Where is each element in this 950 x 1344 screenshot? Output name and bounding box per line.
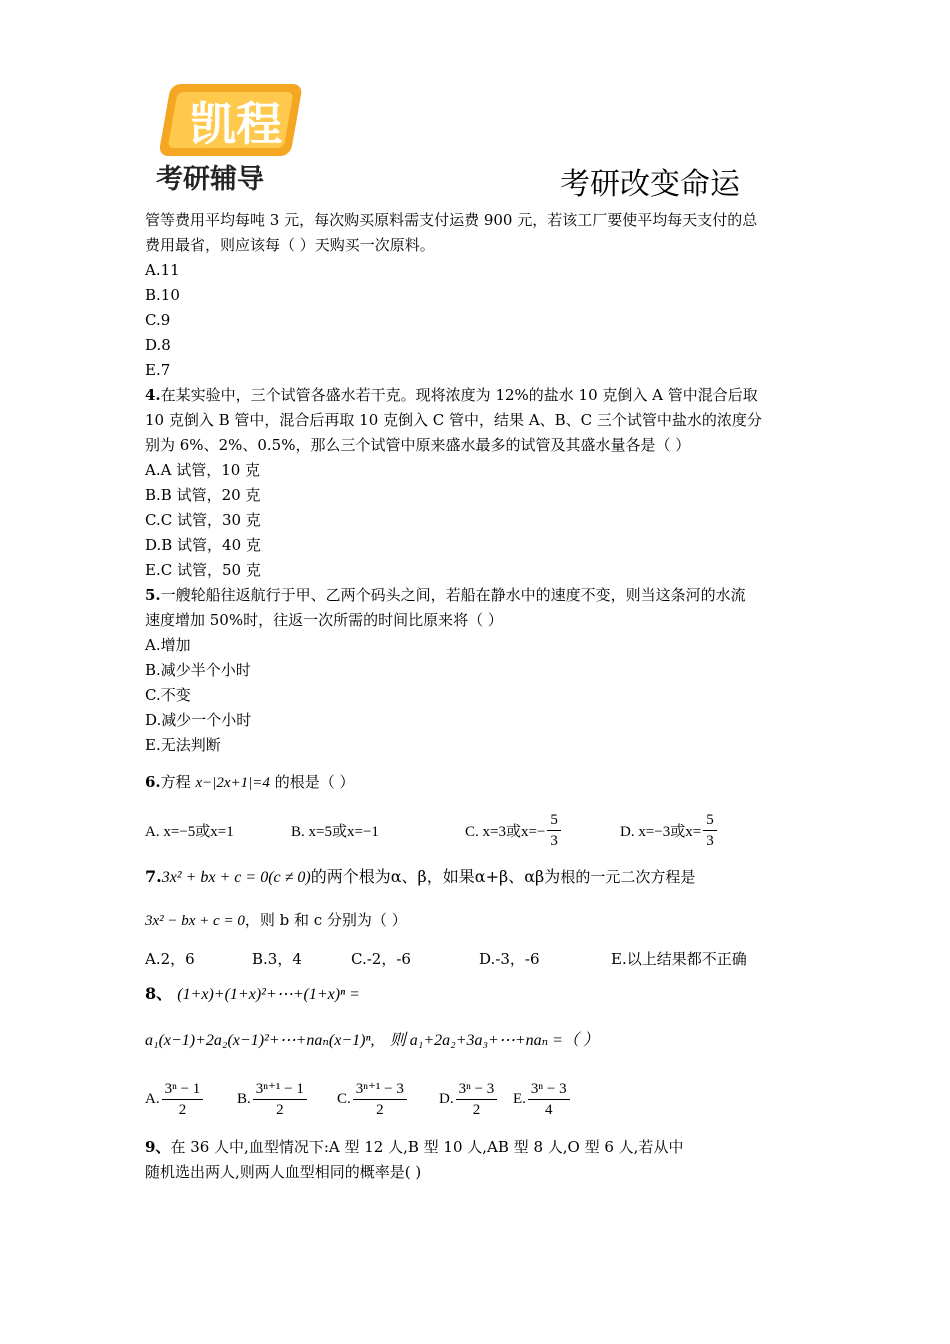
q6-option-a: A. x=−5或x=1 [145, 823, 234, 840]
q7-number: 7. [145, 867, 162, 886]
q7-option-e: E.以上结果都不正确 [611, 950, 747, 968]
q8-option-c [337, 1079, 439, 1120]
q6-option-c-fraction [547, 810, 561, 851]
q8-option-d [439, 1079, 513, 1120]
q5-option-b: B.减少半个小时 [145, 661, 251, 679]
q6-option-b: B. x=5或x=−1 [291, 823, 379, 840]
q3-option-b: B.10 [145, 286, 180, 304]
option-label: E. [513, 1090, 526, 1107]
q4-line1 [145, 383, 815, 408]
fraction-numerator: 3ⁿ − 3 [456, 1079, 498, 1100]
fraction-numerator: 3ⁿ⁺¹ − 1 [253, 1079, 307, 1100]
fraction-denominator: 2 [178, 1101, 187, 1118]
option-label: A. [145, 1090, 160, 1107]
q9-text1: 在 36 人中,血型情况下:A 型 12 人,B 型 10 人,AB 型 8 人,O 型 6 人,若从中 [170, 1138, 684, 1156]
q3-option-a: A.11 [145, 261, 180, 279]
q7-options [145, 946, 815, 971]
q9-number: 9、 [145, 1138, 171, 1156]
q8-option-a-fraction [162, 1079, 204, 1120]
q5-option-a: A.增加 [145, 636, 191, 654]
q6-option-c [465, 810, 620, 851]
q8-options [145, 1075, 815, 1123]
fraction-denominator: 3 [550, 832, 558, 849]
fraction-numerator: 3ⁿ − 1 [162, 1079, 204, 1100]
q7-line2-suffix: ，则 b 和 c 分别为（ ） [244, 911, 407, 929]
q6-equation: x−|2x+1|=4 [195, 775, 270, 791]
logo-mark: 凯程 [190, 97, 282, 151]
q3-line1: 管等费用平均每吨 3 元，每次购买原料需支付运费 900 元，若该工厂要使平均每天支付的总 [145, 211, 758, 229]
q7-option-b: B.3，4 [252, 950, 302, 968]
fraction-denominator: 2 [276, 1101, 284, 1118]
q4-line3: 别为 6%、2%、0.5%，那么三个试管中原来盛水最多的试管及其盛水量各是（ ） [145, 436, 691, 454]
q9-line2: 随机选出两人,则两人血型相同的概率是( ) [145, 1163, 422, 1181]
q4-option-c: C.C 试管，30 克 [145, 511, 261, 529]
logo-graphic [150, 78, 310, 196]
q5-text1: 一艘轮船往返航行于甲、乙两个码头之间，若船在静水中的速度不变，则当这条河的水流 [160, 586, 746, 604]
q7-equation: 3x² + bx + c = 0(c ≠ 0) [161, 869, 311, 886]
q6-stem [145, 770, 815, 796]
fraction-denominator: 2 [376, 1101, 384, 1118]
q4-number: 4. [145, 386, 161, 404]
q7-option-d: D.-3，-6 [479, 950, 540, 968]
q5-line2: 速度增加 50%时，往返一次所需的时间比原来将（ ） [145, 611, 503, 629]
q8-option-c-fraction [353, 1079, 407, 1120]
q6-options [145, 806, 815, 854]
q7-option-c: C.-2，-6 [351, 950, 411, 968]
q8-line1 [145, 981, 815, 1007]
q4-option-d: D.B 试管，40 克 [145, 536, 261, 554]
q3-option-e: E.7 [145, 361, 171, 379]
q6-suffix: 的根是（ ） [274, 773, 355, 791]
q7-line2 [145, 908, 815, 934]
q8-option-b-fraction [253, 1079, 307, 1120]
q5-number: 5. [145, 586, 161, 604]
fraction-numerator: 5 [703, 810, 717, 831]
q8-option-e [513, 1079, 572, 1120]
q8-option-b [237, 1079, 337, 1120]
q8-question: 则 a₁+2a₂+3a₃+⋯+naₙ =（ ） [389, 1032, 599, 1049]
q8-equation2: a₁(x−1)+2a₂(x−1)²+⋯+naₙ(x−1)ⁿ, [145, 1032, 375, 1049]
q3-line2: 费用最省，则应该每（ ）天购买一次原料。 [145, 236, 435, 254]
fraction-denominator: 3 [706, 832, 714, 849]
option-label: C. [337, 1090, 351, 1107]
q8-line2 [145, 1027, 815, 1053]
q4-option-e: E.C 试管，50 克 [145, 561, 261, 579]
q4-line2: 10 克倒入 B 管中，混合后再取 10 克倒入 C 管中，结果 A、B、C 三个试管中盐水的浓度分 [145, 411, 762, 429]
q5-option-e: E.无法判断 [145, 736, 221, 754]
q5-line1 [145, 583, 815, 608]
q3-option-d: D.8 [145, 336, 171, 354]
fraction-numerator: 3ⁿ − 3 [528, 1079, 570, 1100]
q6-option-d [620, 810, 719, 851]
q8-equation1: (1+x)+(1+x)²+⋯+(1+x)ⁿ = [177, 986, 360, 1003]
q7-option-a: A.2，6 [145, 950, 195, 968]
slogan: 考研改变命运 [560, 167, 740, 202]
logo-subtitle: 考研辅导 [156, 164, 264, 195]
fraction-numerator: 3ⁿ⁺¹ − 3 [353, 1079, 407, 1100]
option-label: B. [237, 1090, 251, 1107]
q4-text1: 在某实验中，三个试管各盛水若干克。现将浓度为 12%的盐水 10 克倒入 A 管中混合后取 [160, 386, 758, 404]
q4-option-a: A.A 试管，10 克 [145, 461, 261, 479]
fraction-numerator: 5 [547, 810, 561, 831]
q8-option-d-fraction [456, 1079, 498, 1120]
q6-number: 6. [145, 773, 161, 791]
q7-tail: 根的一元二次方程是 [560, 868, 696, 886]
q4-option-b: B.B 试管，20 克 [145, 486, 261, 504]
q6-option-c-text: C. x=3或x=− [465, 823, 546, 840]
q7-mid: 的两个根为α、β，如果α+β、αβ为 [310, 867, 561, 886]
q6-option-d-fraction [703, 810, 717, 851]
q6-prefix: 方程 [160, 773, 191, 791]
fraction-denominator: 2 [472, 1101, 481, 1118]
q8-option-a [145, 1079, 237, 1120]
q5-option-d: D.减少一个小时 [145, 711, 252, 729]
q8-number: 8、 [145, 984, 173, 1003]
logo [150, 78, 310, 196]
q6-option-d-text: D. x=−3或x= [620, 823, 702, 840]
q3-option-c: C.9 [145, 311, 171, 329]
q9-line1 [145, 1135, 815, 1160]
fraction-denominator: 4 [545, 1101, 553, 1118]
q7-equation2: 3x² − bx + c = 0 [145, 913, 245, 929]
q7-stem [145, 864, 815, 890]
option-label: D. [439, 1090, 454, 1107]
document-body [145, 208, 815, 1185]
q8-option-e-fraction [528, 1079, 570, 1120]
q5-option-c: C.不变 [145, 686, 191, 704]
